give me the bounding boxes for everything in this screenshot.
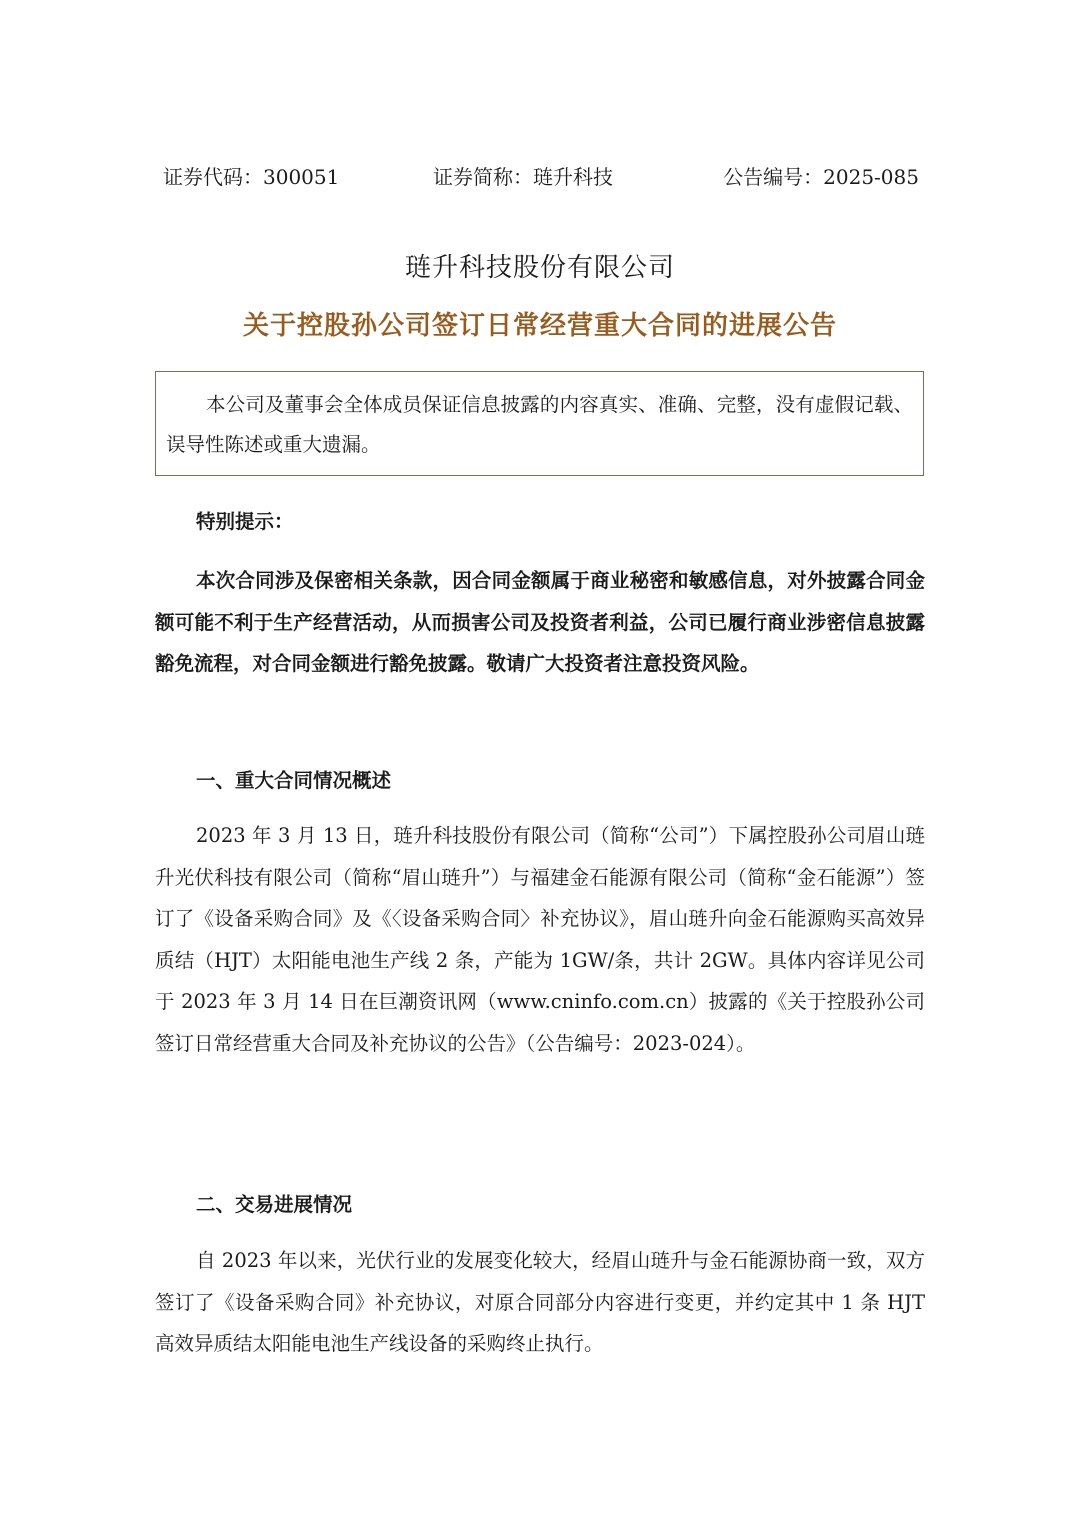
special-notice-text: 本次合同涉及保密相关条款，因合同金额属于商业秘密和敏感信息，对外披露合同金额可能不利于生产经营活动，从而损害公司及投资者利益，公司已履行商业涉密信息披露豁免流程，对合同金额进行豁免披露。敬请广大投资者注意投资风险。 bbox=[155, 569, 925, 675]
announcement-title: 关于控股孙公司签订日常经营重大合同的进展公告 bbox=[242, 311, 837, 341]
section-2-heading: 二、交易进展情况 bbox=[196, 1193, 353, 1216]
document-header bbox=[155, 160, 925, 194]
section-2-text: 自 2023 年以来，光伏行业的发展变化较大，经眉山琏升与金石能源协商一致，双方签订了《设备采购合同》补充协议，对原合同部分内容进行变更，并约定其中 1 条 HJT 高效异质结太阳能电池生产线设备的采购终止执行。 bbox=[155, 1249, 925, 1355]
stock-abbreviation: 证券简称：琏升科技 bbox=[433, 165, 613, 189]
announcement-number: 公告编号：2025-085 bbox=[723, 165, 919, 189]
section-1-text: 2023 年 3 月 13 日，琏升科技股份有限公司（简称“公司”）下属控股孙公司眉山琏升光伏科技有限公司（简称“眉山琏升”）与福建金石能源有限公司（简称“金石能源”）签订了《设备采购合同》及《〈设备采购合同〉补充协议》，眉山琏升向金石能源购买高效异质结（HJT）太阳能电池生产线 2 条，产能为 1GW/条，共计 2GW。具体内容详见公司于 2023 年 3 月 14 日在巨潮资讯网（www.cninfo.com.cn）披露的《关于控股孙公司签订日常经营重大合同及补充协议的公告》（公告编号：2023-024）。 bbox=[155, 824, 925, 1055]
board-guarantee-notice: 本公司及董事会全体成员保证信息披露的内容真实、准确、完整，没有虚假记载、误导性陈述或重大遗漏。 bbox=[155, 371, 924, 476]
stock-code: 证券代码：300051 bbox=[163, 165, 340, 189]
special-notice-heading: 特别提示： bbox=[196, 510, 294, 533]
section-1-heading: 一、重大合同情况概述 bbox=[196, 769, 392, 792]
company-name: 琏升科技股份有限公司 bbox=[404, 253, 675, 283]
